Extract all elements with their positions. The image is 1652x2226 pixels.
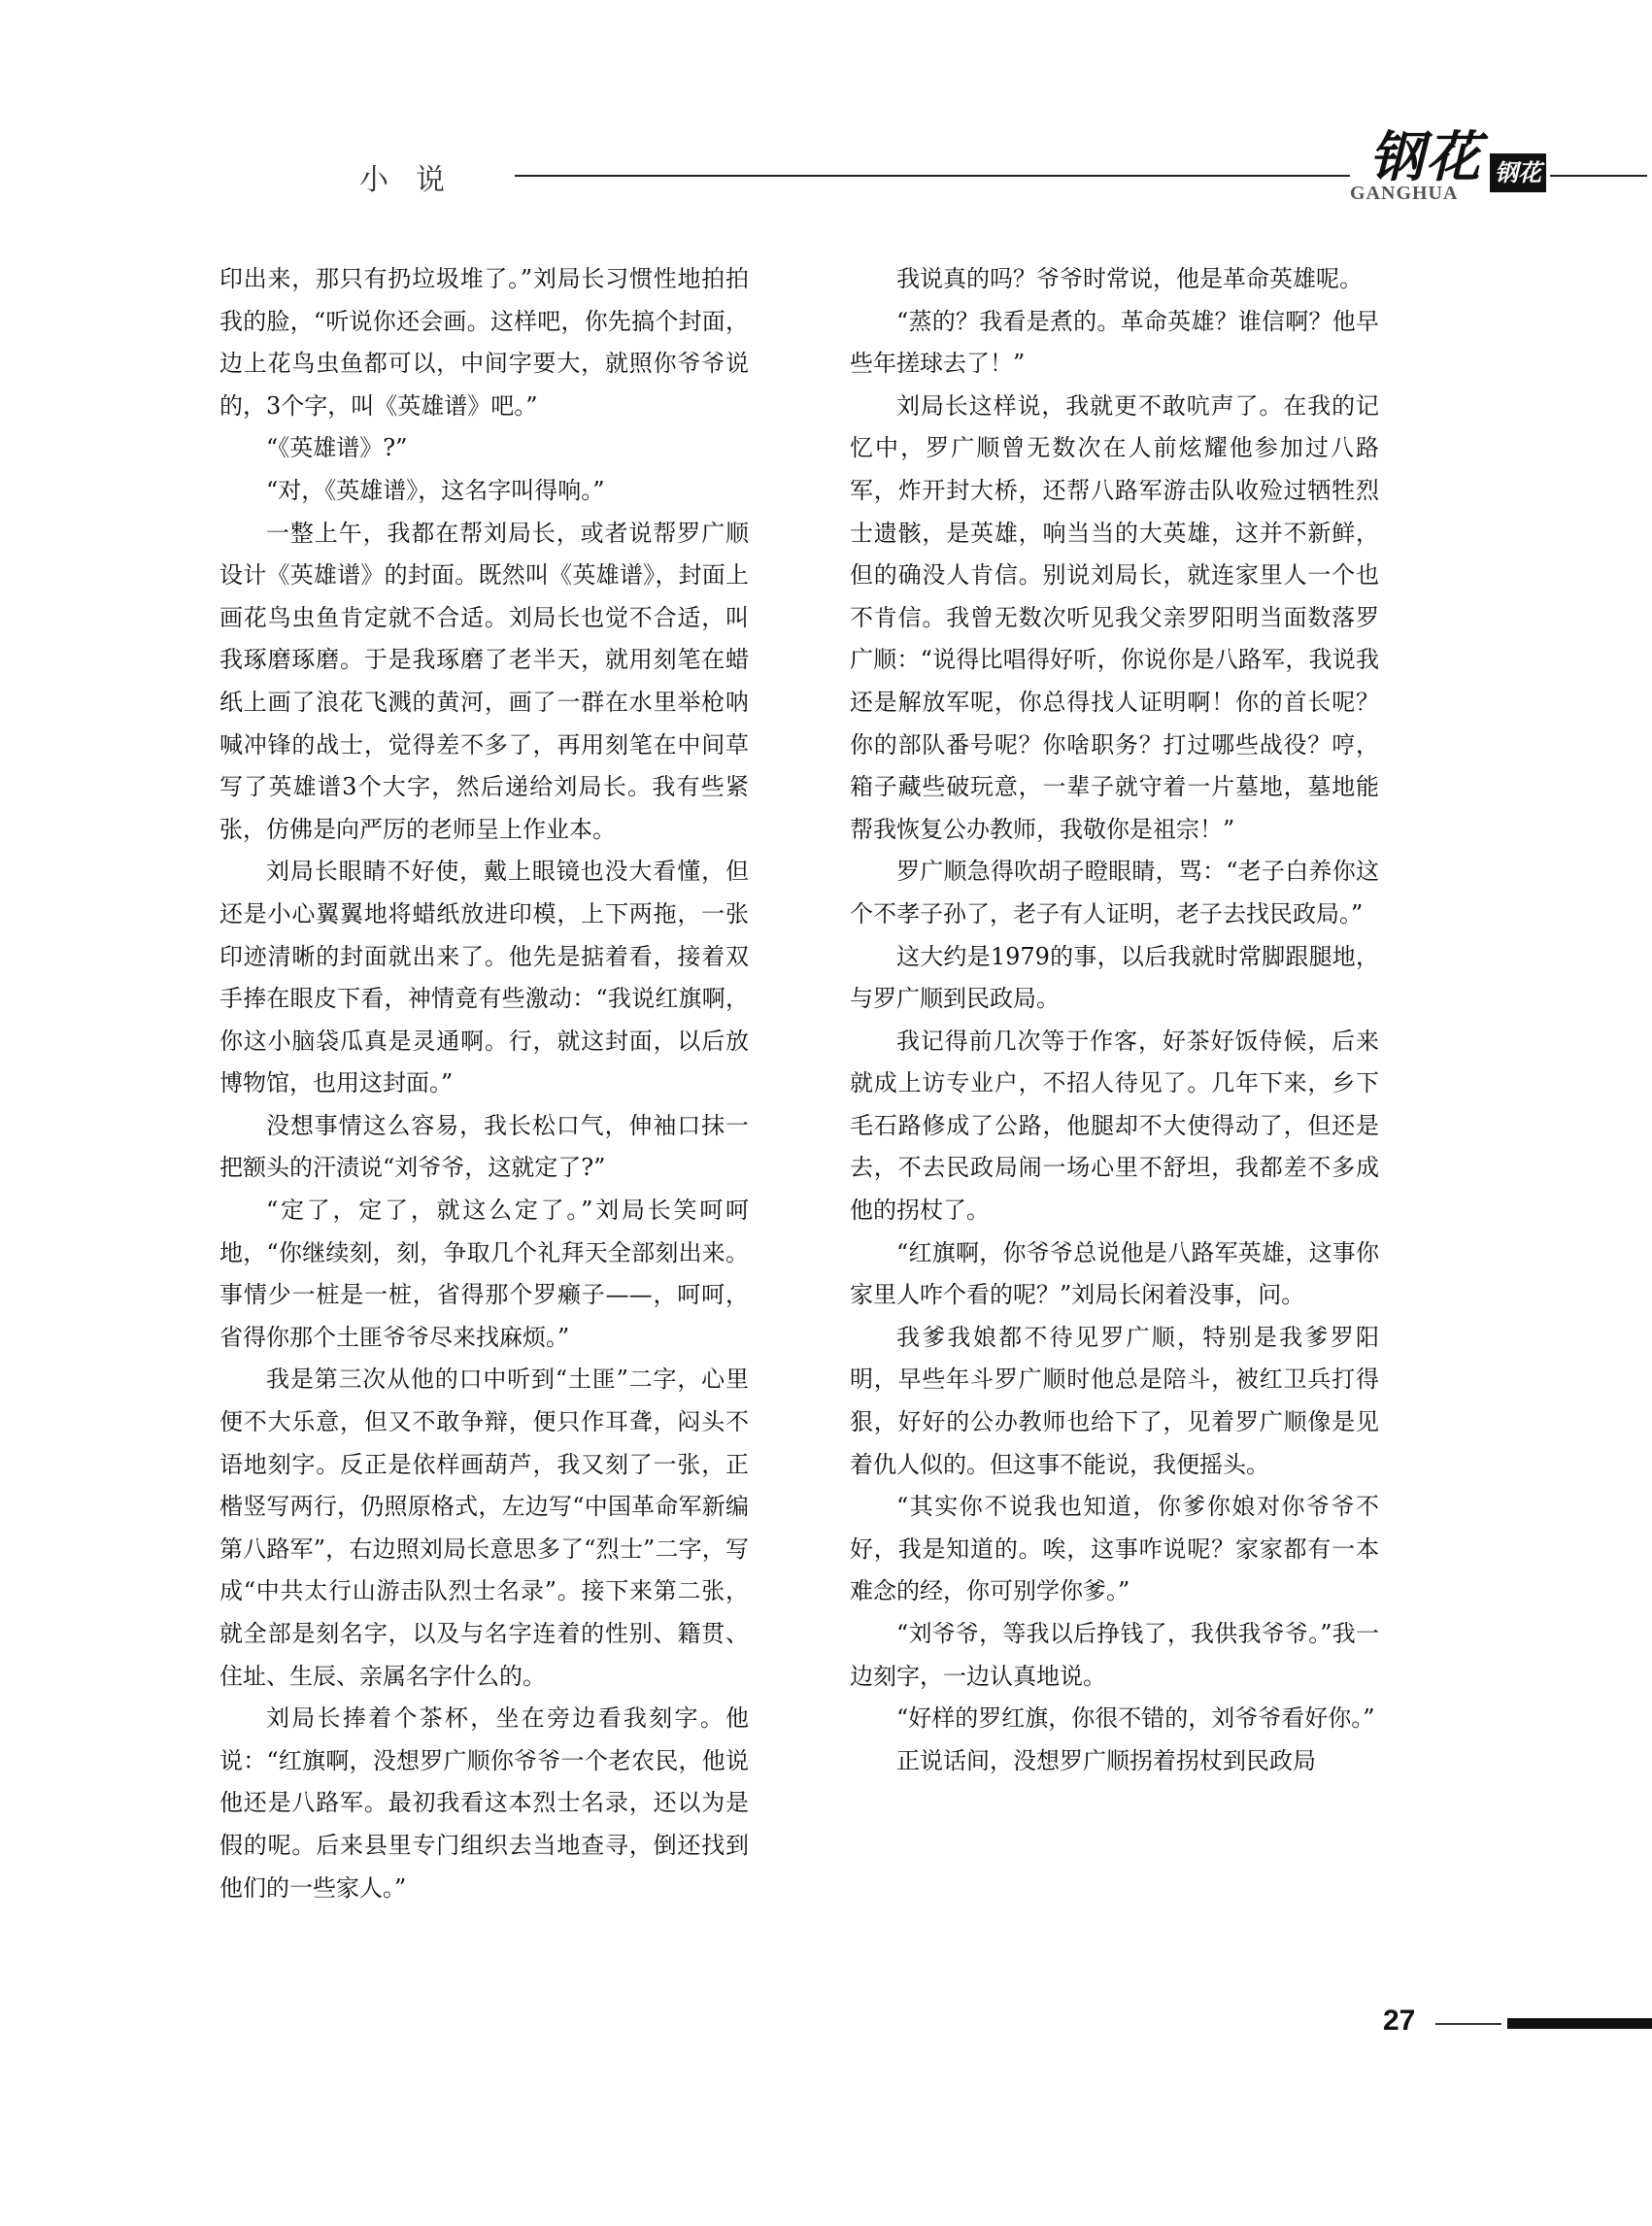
magazine-logo: 钢花 xyxy=(1369,125,1482,189)
right-column xyxy=(850,258,1379,1782)
paragraph: “蒸的？我看是煮的。革命英雄？谁信啊？他早些年搓球去了！” xyxy=(850,307,1379,378)
header-rule-right xyxy=(1550,175,1647,177)
paragraph: 一整上午，我都在帮刘局长，或者说帮罗广顺设计《英雄谱》的封面。既然叫《英雄谱》，封面上画花鸟虫鱼肯定就不合适。刘局长也觉不合适，叫我琢磨琢磨。于是我琢磨了老半天，就用刻笔在蜡纸上画了浪花飞溅的黄河，画了一群在水里举枪呐喊冲锋的战士，觉得差不多了，再用刻笔在中间草写了英雄谱3个大字，然后递给刘局长。我有些紧张，仿佛是向严厉的老师呈上作业本。 xyxy=(219,519,749,843)
paragraph: 罗广顺急得吹胡子瞪眼睛，骂：“老子白养你这个不孝子孙了，老子有人证明，老子去找民政局。” xyxy=(850,858,1379,928)
section-label: 小说 xyxy=(359,163,472,197)
footer-rule xyxy=(1435,2023,1501,2025)
header-rule xyxy=(515,175,1350,177)
paragraph: 我是第三次从他的口中听到“土匪”二字，心里便不大乐意，但又不敢争辩，便只作耳聋，闷头不语地刻字。反正是依样画葫芦，我又刻了一张，正楷竖写两行，仍照原格式，左边写“中国革命军新编第八路军”，右边照刘局长意思多了“烈士”二字，写成“中共太行山游击队烈士名录”。接下来第二张，就全部是刻名字，以及与名字连着的性别、籍贯、住址、生辰、亲属名字什么的。 xyxy=(219,1366,749,1690)
paragraph: 刘局长这样说，我就更不敢吭声了。在我的记忆中，罗广顺曾无数次在人前炫耀他参加过八路军，炸开封大桥，还帮八路军游击队收殓过牺牲烈士遗骸，是英雄，响当当的大英雄，这并不新鲜，但的确没人肯信。别说刘局长，就连家里人一个也不肯信。我曾无数次听见我父亲罗阳明当面数落罗广顺：“说得比唱得好听，你说你是八路军，我说我还是解放军呢，你总得找人证明啊！你的首长呢？你的部队番号呢？你啥职务？打过哪些战役？哼，箱子藏些破玩意，一辈子就守着一片墓地，墓地能帮我恢复公办教师，我敬你是祖宗！” xyxy=(850,391,1379,843)
magazine-logo-english: GANGHUA xyxy=(1350,183,1459,204)
paragraph: “对，《英雄谱》，这名字叫得响。” xyxy=(266,476,605,504)
paragraph: “好样的罗红旗，你很不错的，刘爷爷看好你。” xyxy=(896,1704,1375,1733)
left-column xyxy=(219,258,749,1909)
footer-bar xyxy=(1507,2018,1652,2029)
magazine-logo-badge: 钢花 xyxy=(1490,153,1546,192)
paragraph: “《英雄谱》?” xyxy=(266,434,408,462)
paragraph: “其实你不说我也知道，你爹你娘对你爷爷不好，我是知道的。唉，这事咋说呢？家家都有一本难念的经，你可别学你爹。” xyxy=(850,1493,1379,1605)
paragraph: 我说真的吗？爷爷时常说，他是革命英雄呢。 xyxy=(896,265,1363,292)
page-number: 27 xyxy=(1383,2005,1416,2037)
paragraph: 我爹我娘都不待见罗广顺，特别是我爹罗阳明，早些年斗罗广顺时他总是陪斗，被红卫兵打得狠，好好的公办教师也给下了，见着罗广顺像是见着仇人似的。但这事不能说，我便摇头。 xyxy=(850,1323,1379,1478)
paragraph: “刘爷爷，等我以后挣钱了，我供我爷爷。”我一边刻字，一边认真地说。 xyxy=(850,1620,1379,1690)
paragraph: “定了，定了，就这么定了。”刘局长笑呵呵地，“你继续刻，刻，争取几个礼拜天全部刻出来。事情少一桩是一桩，省得那个罗癞子——，呵呵，省得你那个土匪爷爷尽来找麻烦。” xyxy=(219,1197,749,1351)
paragraph: 我记得前几次等于作客，好茶好饭侍候，后来就成上访专业户，不招人待见了。几年下来，乡下毛石路修成了公路，他腿却不大使得动了，但还是去，不去民政局闹一场心里不舒坦，我都差不多成他的拐杖了。 xyxy=(850,1027,1379,1225)
paragraph: 刘局长捧着个茶杯，坐在旁边看我刻字。他说：“红旗啊，没想罗广顺你爷爷一个老农民，他说他还是八路军。最初我看这本烈士名录，还以为是假的呢。后来县里专门组织去当地查寻，倒还找到他们的一些家人。” xyxy=(219,1704,749,1902)
paragraph: “红旗啊，你爷爷总说他是八路军英雄，这事你家里人咋个看的呢？”刘局长闲着没事，问。 xyxy=(850,1238,1379,1309)
paragraph: 正说话间，没想罗广顺拐着拐杖到民政局 xyxy=(896,1746,1316,1774)
paragraph: 没想事情这么容易，我长松口气，伸袖口抹一把额头的汗渍说“刘爷爷，这就定了?” xyxy=(219,1111,749,1182)
paragraph: 印出来，那只有扔垃圾堆了。”刘局长习惯性地拍拍我的脸，“听说你还会画。这样吧，你先搞个封面，边上花鸟虫鱼都可以，中间字要大，就照你爷爷说的，3个字，叫《英雄谱》吧。” xyxy=(219,265,749,420)
paragraph: 刘局长眼睛不好使，戴上眼镜也没大看懂，但还是小心翼翼地将蜡纸放进印模，上下两拖，一张印迹清晰的封面就出来了。他先是掂着看，接着双手捧在眼皮下看，神情竟有些激动：“我说红旗啊，你这小脑袋瓜真是灵通啊。行，就这封面，以后放博物馆，也用这封面。” xyxy=(219,858,749,1097)
paragraph: 这大约是1979的事，以后我就时常脚跟腿地，与罗广顺到民政局。 xyxy=(850,942,1379,1013)
